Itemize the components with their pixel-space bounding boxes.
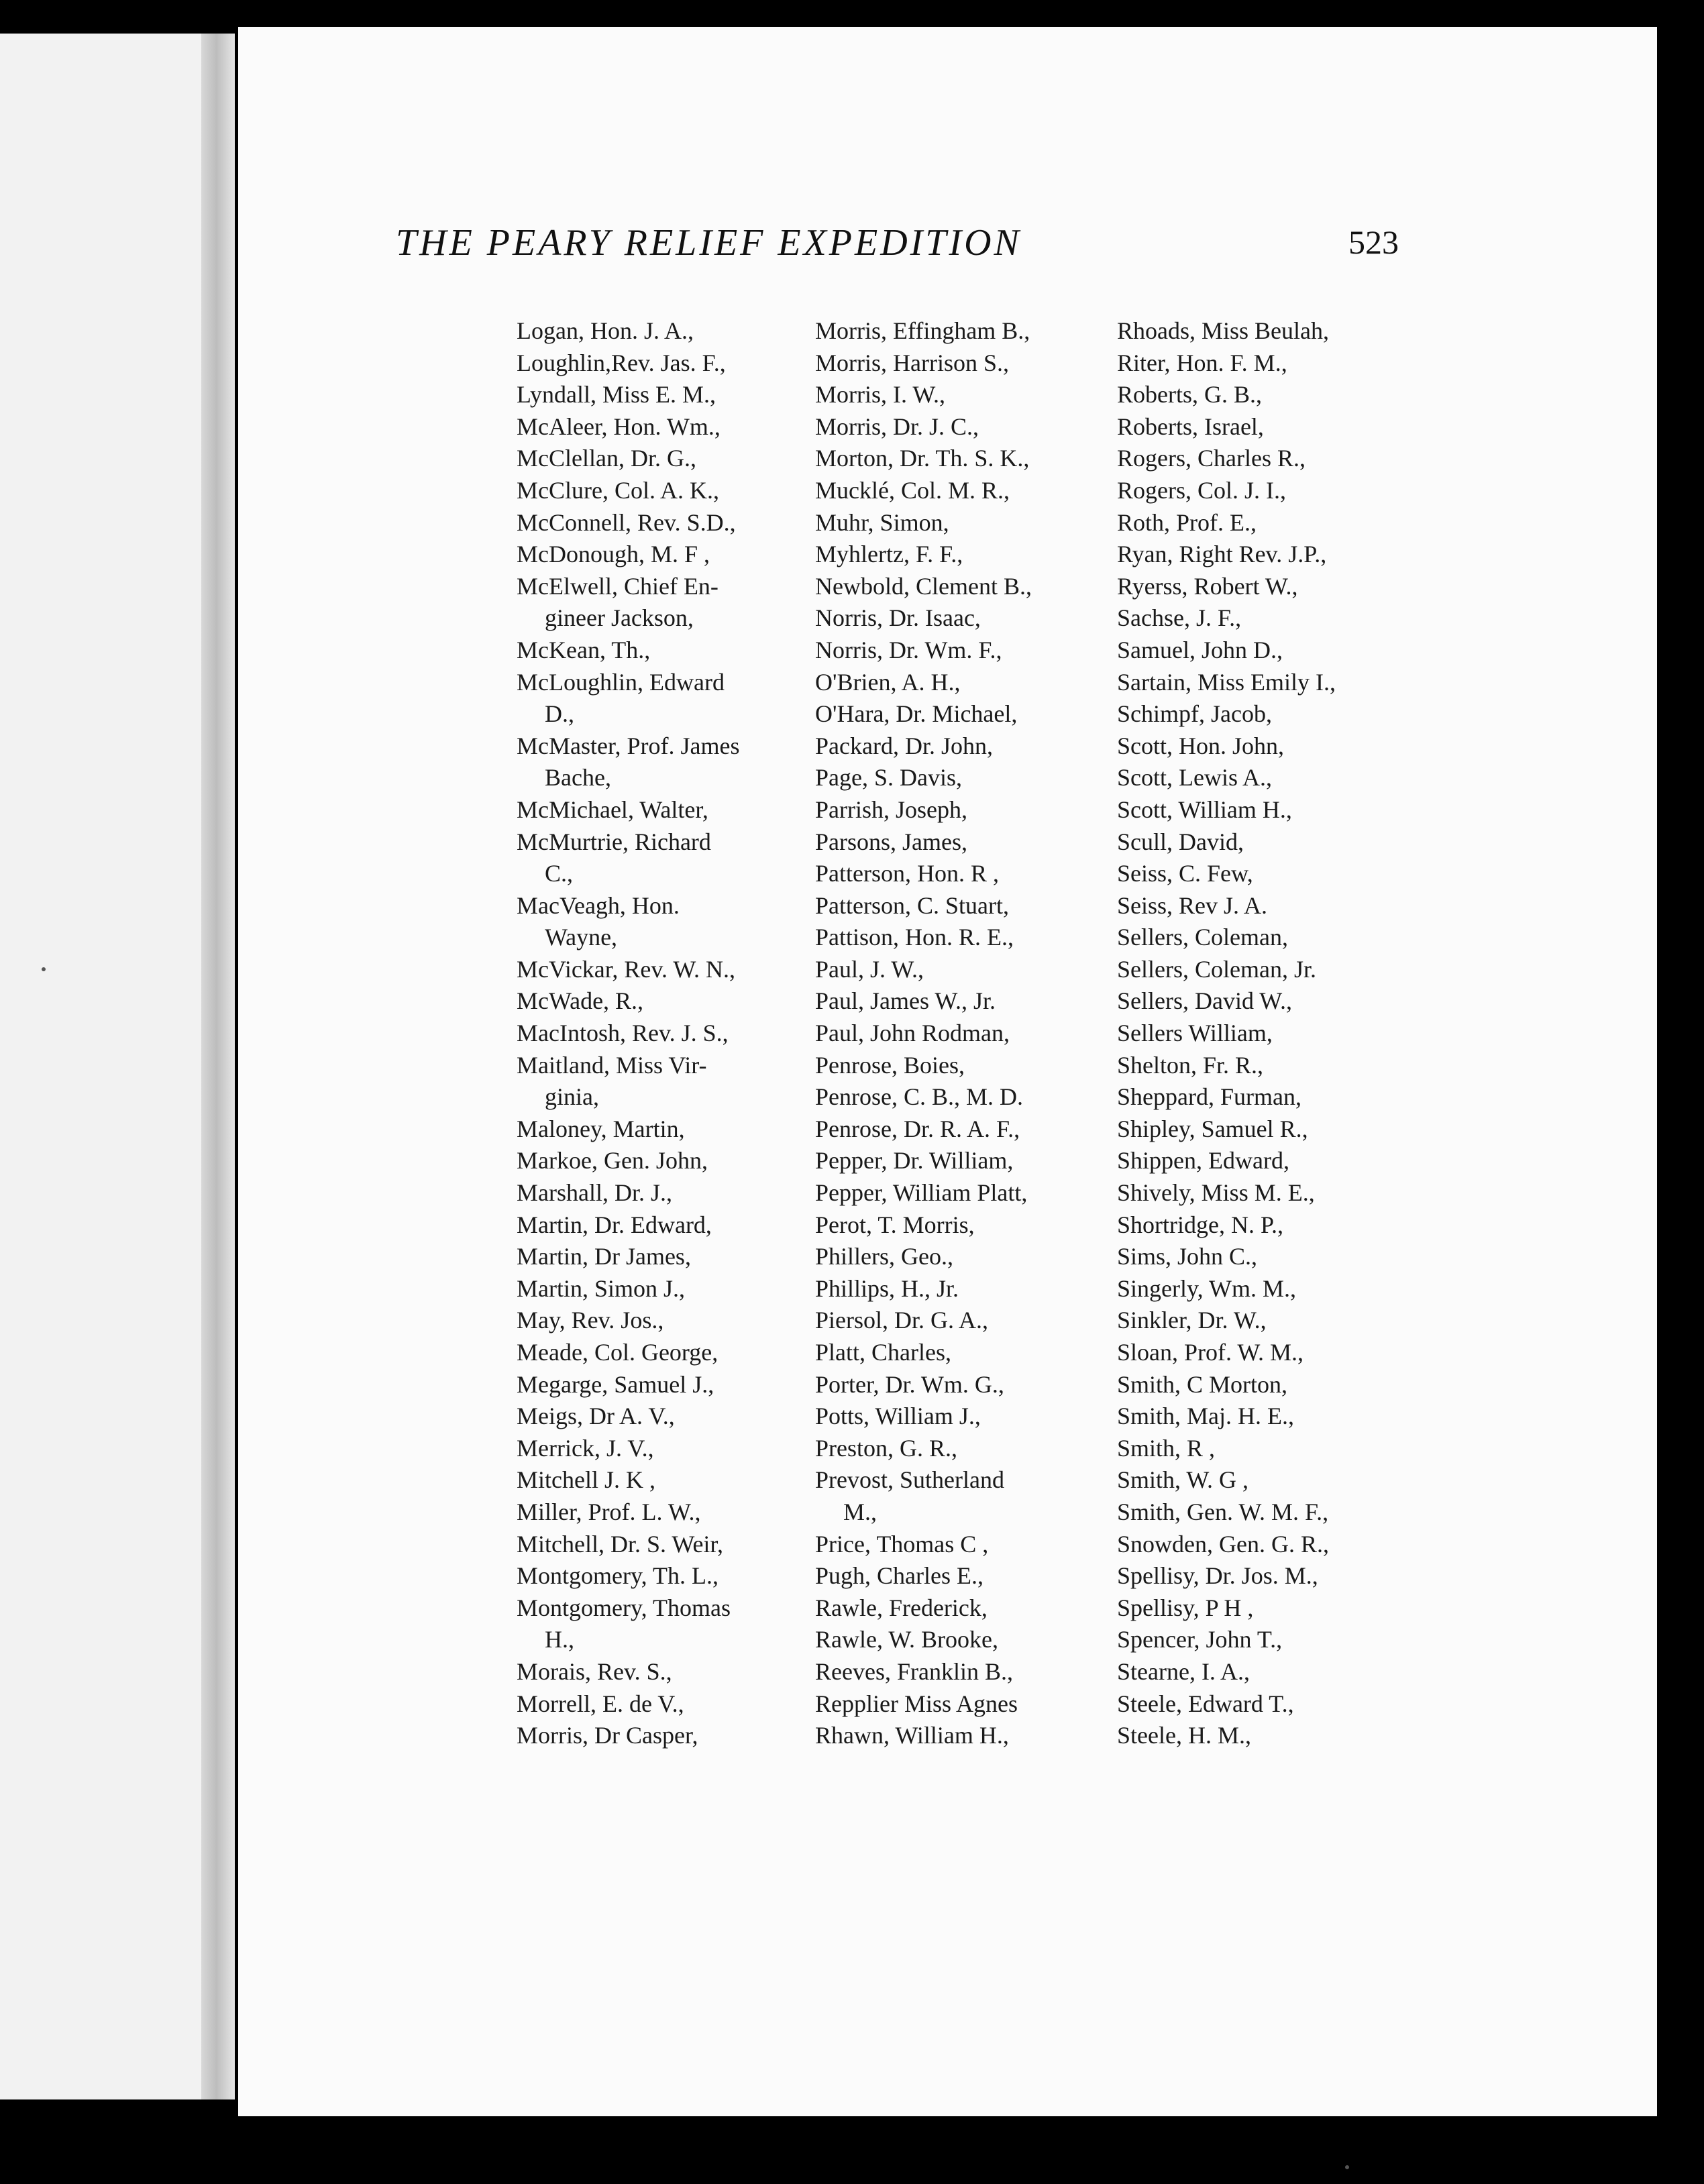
name-entry: Scull, David, xyxy=(1117,828,1244,855)
name-entry: McMichael, Walter, xyxy=(517,796,708,823)
name-entry: Patterson, C. Stuart, xyxy=(815,891,1009,919)
name-entry: Pepper, Dr. William, xyxy=(815,1147,1014,1175)
name-entry: Stearne, I. A., xyxy=(1117,1657,1250,1685)
name-entry: Porter, Dr. Wm. G., xyxy=(815,1370,1004,1398)
name-entry-continuation: gineer Jackson, xyxy=(545,604,694,632)
name-entry: Scott, William H., xyxy=(1117,796,1292,823)
name-entry: Sachse, J. F., xyxy=(1117,604,1242,632)
name-entry: Phillips, H., Jr. xyxy=(815,1274,959,1302)
name-entry: Markoe, Gen. John, xyxy=(517,1147,708,1175)
name-entry: McKean, Th., xyxy=(517,636,651,663)
name-entry-continuation: M., xyxy=(843,1498,877,1525)
name-entry: Schimpf, Jacob, xyxy=(1117,700,1272,728)
name-entry: Sellers, Coleman, Jr. xyxy=(1117,955,1316,983)
name-entry: Rogers, Charles R., xyxy=(1117,445,1306,472)
name-entry: Smith, Maj. H. E., xyxy=(1117,1403,1295,1430)
name-entry: Spellisy, P H , xyxy=(1117,1594,1254,1621)
name-entry: Morris, Dr Casper, xyxy=(517,1722,698,1749)
name-entry: Spellisy, Dr. Jos. M., xyxy=(1117,1562,1318,1590)
running-head xyxy=(396,221,1402,282)
name-entry: McVickar, Rev. W. N., xyxy=(517,955,736,983)
name-entry: Spencer, John T., xyxy=(1117,1626,1283,1653)
name-entry: Snowden, Gen. G. R., xyxy=(1117,1530,1329,1558)
name-entry: Muhr, Simon, xyxy=(815,508,949,536)
name-entry: Prevost, Sutherland xyxy=(815,1466,1004,1494)
name-entry: Meade, Col. George, xyxy=(517,1339,718,1366)
name-entry: Steele, H. M., xyxy=(1117,1722,1251,1749)
name-entry: Norris, Dr. Isaac, xyxy=(815,604,981,632)
name-entry: Paul, John Rodman, xyxy=(815,1020,1010,1047)
name-entry: Reeves, Franklin B., xyxy=(815,1657,1013,1685)
name-entry: O'Brien, A. H., xyxy=(815,668,961,696)
name-entry: Mitchell J. K , xyxy=(517,1466,655,1494)
name-entry: Shortridge, N. P., xyxy=(1117,1211,1284,1238)
name-entry-continuation: D., xyxy=(545,700,574,728)
name-entry: Morris, I. W., xyxy=(815,381,946,408)
name-entry-continuation: H., xyxy=(545,1626,574,1653)
name-entry: Penrose, C. B., M. D. xyxy=(815,1083,1024,1111)
name-entry: McLoughlin, Edward xyxy=(517,668,725,696)
name-entry-continuation: ginia, xyxy=(545,1083,599,1111)
name-entry: Smith, C Morton, xyxy=(1117,1370,1288,1398)
page-speck xyxy=(1345,2165,1349,2169)
name-entry: Montgomery, Th. L., xyxy=(517,1562,718,1590)
facing-page xyxy=(0,34,211,2099)
name-entry: Maitland, Miss Vir- xyxy=(517,1051,707,1079)
name-entry: Patterson, Hon. R , xyxy=(815,860,999,887)
name-entry: Morrell, E. de V., xyxy=(517,1690,684,1717)
name-entry: Pugh, Charles E., xyxy=(815,1562,983,1590)
name-entry: Sloan, Prof. W. M., xyxy=(1117,1339,1304,1366)
name-entry: Shipley, Samuel R., xyxy=(1117,1115,1308,1142)
name-entry: Miller, Prof. L. W., xyxy=(517,1498,701,1525)
name-entry-continuation: Wayne, xyxy=(545,924,618,951)
running-head-title: THE PEARY RELIEF EXPEDITION xyxy=(396,222,1022,264)
name-entry: McElwell, Chief En- xyxy=(517,572,718,600)
name-entry: Roberts, Israel, xyxy=(1117,413,1264,440)
name-entry: Merrick, J. V., xyxy=(517,1434,654,1462)
name-entry: Price, Thomas C , xyxy=(815,1530,989,1558)
name-entry: Scott, Lewis A., xyxy=(1117,764,1272,791)
page-speck xyxy=(42,967,46,971)
name-entry: Shippen, Edward, xyxy=(1117,1147,1289,1175)
name-entry: McClellan, Dr. G., xyxy=(517,445,696,472)
name-entry: Penrose, Dr. R. A. F., xyxy=(815,1115,1020,1142)
name-entry: Morris, Effingham B., xyxy=(815,317,1030,344)
name-entry: Smith, W. G , xyxy=(1117,1466,1249,1494)
name-entry: Lyndall, Miss E. M., xyxy=(517,381,716,408)
name-entry: Sellers William, xyxy=(1117,1020,1273,1047)
name-entry: Myhlertz, F. F., xyxy=(815,541,963,568)
name-entry: McAleer, Hon. Wm., xyxy=(517,413,721,440)
name-entry: Morais, Rev. S., xyxy=(517,1657,672,1685)
name-entry: Sinkler, Dr. W., xyxy=(1117,1307,1267,1334)
name-entry: McMurtrie, Richard xyxy=(517,828,711,855)
name-entry: Phillers, Geo., xyxy=(815,1243,953,1270)
name-entry-continuation: C., xyxy=(545,860,574,887)
name-column-1 xyxy=(517,315,812,1752)
name-entry: Maloney, Martin, xyxy=(517,1115,685,1142)
name-entry: Roberts, G. B., xyxy=(1117,381,1262,408)
name-column-3 xyxy=(1117,315,1412,1752)
name-entry: Scott, Hon. John, xyxy=(1117,732,1285,759)
name-entry: Seiss, C. Few, xyxy=(1117,860,1253,887)
name-entry: Riter, Hon. F. M., xyxy=(1117,349,1287,376)
book-gutter xyxy=(201,34,235,2099)
name-entry: Logan, Hon. J. A., xyxy=(517,317,694,344)
name-entry: Ryerss, Robert W., xyxy=(1117,572,1298,600)
name-entry: Packard, Dr. John, xyxy=(815,732,993,759)
name-entry: Morris, Harrison S., xyxy=(815,349,1009,376)
name-entry: MacVeagh, Hon. xyxy=(517,891,680,919)
name-entry: McDonough, M. F , xyxy=(517,541,710,568)
name-entry: Sellers, David W., xyxy=(1117,987,1292,1015)
name-entry: Ryan, Right Rev. J.P., xyxy=(1117,541,1327,568)
name-entry: Norris, Dr. Wm. F., xyxy=(815,636,1002,663)
name-entry: Sims, John C., xyxy=(1117,1243,1258,1270)
name-entry: Morris, Dr. J. C., xyxy=(815,413,979,440)
name-entry: Mucklé, Col. M. R., xyxy=(815,476,1010,504)
name-entry: Page, S. Davis, xyxy=(815,764,962,791)
name-entry: Samuel, John D., xyxy=(1117,636,1283,663)
name-entry: Perot, T. Morris, xyxy=(815,1211,975,1238)
name-entry: Loughlin,Rev. Jas. F., xyxy=(517,349,726,376)
name-entry: Platt, Charles, xyxy=(815,1339,951,1366)
name-entry: MacIntosh, Rev. J. S., xyxy=(517,1020,729,1047)
name-entry: Newbold, Clement B., xyxy=(815,572,1032,600)
name-entry: McConnell, Rev. S.D., xyxy=(517,508,736,536)
name-entry: Shively, Miss M. E., xyxy=(1117,1179,1315,1207)
name-entry: Repplier Miss Agnes xyxy=(815,1690,1018,1717)
name-list xyxy=(517,315,1456,1818)
name-entry: Parsons, James, xyxy=(815,828,967,855)
name-entry: Pattison, Hon. R. E., xyxy=(815,924,1014,951)
name-entry: McMaster, Prof. James xyxy=(517,732,740,759)
name-entry: Sellers, Coleman, xyxy=(1117,924,1288,951)
name-entry: Morton, Dr. Th. S. K., xyxy=(815,445,1030,472)
name-entry: O'Hara, Dr. Michael, xyxy=(815,700,1018,728)
name-entry: Rogers, Col. J. I., xyxy=(1117,476,1286,504)
name-entry: Sartain, Miss Emily I., xyxy=(1117,668,1336,696)
name-entry: Paul, J. W., xyxy=(815,955,924,983)
name-entry: Rhoads, Miss Beulah, xyxy=(1117,317,1330,344)
name-entry: Montgomery, Thomas xyxy=(517,1594,731,1621)
name-entry: Smith, Gen. W. M. F., xyxy=(1117,1498,1329,1525)
name-entry: Smith, R , xyxy=(1117,1434,1216,1462)
name-entry: Paul, James W., Jr. xyxy=(815,987,996,1015)
page-number: 523 xyxy=(1348,223,1399,261)
name-entry: McWade, R., xyxy=(517,987,644,1015)
name-entry: Marshall, Dr. J., xyxy=(517,1179,672,1207)
name-entry: Sheppard, Furman, xyxy=(1117,1083,1301,1111)
name-entry-continuation: Bache, xyxy=(545,764,611,791)
name-entry: Seiss, Rev J. A. xyxy=(1117,891,1268,919)
name-entry: Preston, G. R., xyxy=(815,1434,958,1462)
name-entry: Megarge, Samuel J., xyxy=(517,1370,714,1398)
name-entry: Roth, Prof. E., xyxy=(1117,508,1257,536)
name-entry: Martin, Simon J., xyxy=(517,1274,686,1302)
name-entry: Steele, Edward T., xyxy=(1117,1690,1294,1717)
name-entry: Piersol, Dr. G. A., xyxy=(815,1307,989,1334)
name-entry: Potts, William J., xyxy=(815,1403,981,1430)
name-entry: May, Rev. Jos., xyxy=(517,1307,664,1334)
name-entry: Shelton, Fr. R., xyxy=(1117,1051,1264,1079)
name-column-2 xyxy=(815,315,1110,1752)
name-entry: Singerly, Wm. M., xyxy=(1117,1274,1296,1302)
name-entry: Parrish, Joseph, xyxy=(815,796,967,823)
name-entry: Rhawn, William H., xyxy=(815,1722,1009,1749)
name-entry: Martin, Dr James, xyxy=(517,1243,691,1270)
name-entry: Martin, Dr. Edward, xyxy=(517,1211,712,1238)
name-entry: Rawle, W. Brooke, xyxy=(815,1626,998,1653)
name-entry: Mitchell, Dr. S. Weir, xyxy=(517,1530,723,1558)
name-entry: Rawle, Frederick, xyxy=(815,1594,988,1621)
name-entry: Meigs, Dr A. V., xyxy=(517,1403,675,1430)
name-entry: McClure, Col. A. K., xyxy=(517,476,719,504)
name-entry: Penrose, Boies, xyxy=(815,1051,965,1079)
name-entry: Pepper, William Platt, xyxy=(815,1179,1028,1207)
